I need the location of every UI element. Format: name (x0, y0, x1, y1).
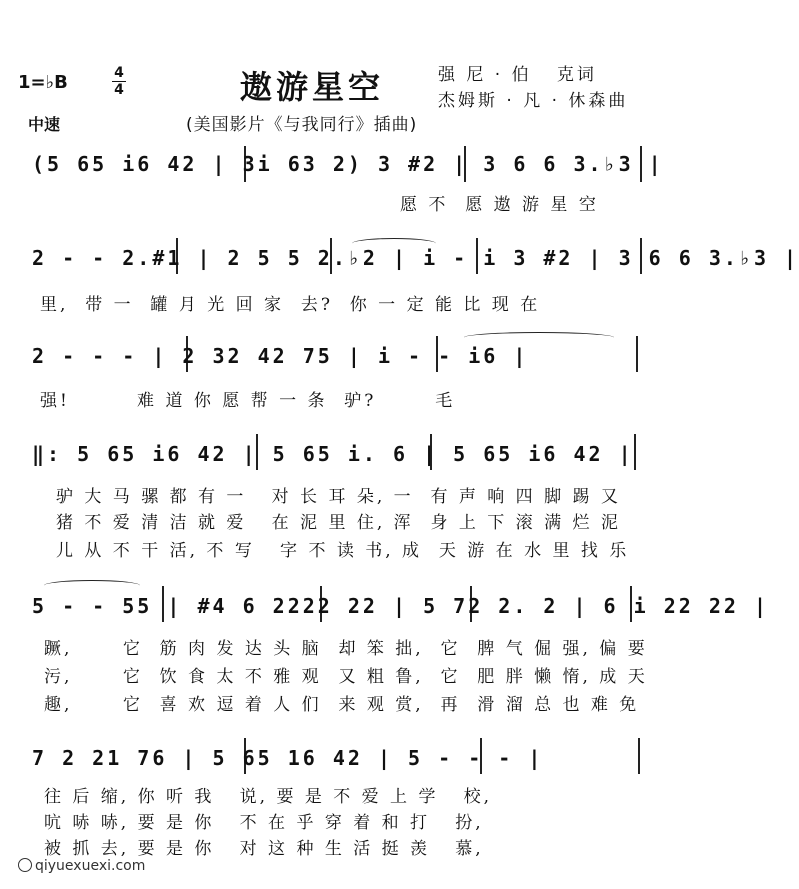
staff-5 (0, 580, 770, 628)
time-signature (112, 66, 126, 97)
time-signature-top: 4 (114, 65, 124, 81)
song-title: 遨游星空 (240, 68, 385, 106)
staff-4 (0, 428, 681, 476)
staff-notes: (5 65 i6 42 | 3i 63 2) 3 #2 | 3 6 6 3.♭3 | (32, 152, 664, 176)
lyricist-credit: 强 尼 · 伯 克词 (438, 65, 597, 85)
staff-notes: ‖: 5 65 i6 42 | 5 65 i. 6 | 5 65 i6 42 | (32, 442, 634, 466)
lyric-line: 污, 它 饮 食 太 不 雅 观 又 粗 鲁, 它 肥 胖 懒 惰, 成 天 (44, 667, 648, 687)
watermark-text: qiyuexuexi.com (35, 858, 146, 874)
tempo-marking: 中速 (28, 115, 61, 134)
lyric-line: 强! 难 道 你 愿 帮 一 条 驴? 毛 (40, 391, 456, 411)
staff-notes: 7 2 21 76 | 5 65 16 42 | 5 - - - | (32, 746, 544, 770)
tie-arc (44, 580, 140, 591)
lyric-line: 趣, 它 喜 欢 逗 着 人 们 来 观 赏, 再 滑 溜 总 也 难 免 (44, 695, 640, 715)
staff-notes: 2 - - - | 2 32 42 75 | i - - i6 | (32, 344, 529, 368)
lyric-line: 儿 从 不 干 活, 不 写 字 不 读 书, 成 天 游 在 水 里 找 乐 (56, 541, 630, 561)
lyric-line: 被 抓 去, 要 是 你 对 这 种 生 活 挺 羡 慕, (44, 839, 484, 859)
lyric-line: 驴 大 马 骡 都 有 一 对 长 耳 朵, 一 有 声 响 四 脚 踢 又 (56, 487, 621, 507)
composer-credit: 杰姆斯 · 凡 · 休森曲 (438, 91, 629, 111)
staff-notes: 2 - - 2.#1 | 2 5 5 2.♭2 | i - i 3 #2 | 3 6 6 3.♭3 | (32, 246, 799, 270)
lyric-line: 往 后 缩, 你 听 我 说, 要 是 不 爱 上 学 校, (44, 787, 493, 807)
staff-notes: 5 - - 55 | #4 6 2222 22 | 5 72 2. 2 | 6 i 22 22 | (32, 594, 770, 618)
lyric-line: 猪 不 爱 清 洁 就 爱 在 泥 里 住, 浑 身 上 下 滚 满 烂 泥 (56, 513, 621, 533)
lyric-line: 里, 带 一 罐 月 光 回 家 去? 你 一 定 能 比 现 在 (40, 295, 541, 315)
lyric-line: 吭 哧 哧, 要 是 你 不 在 乎 穿 着 和 打 扮, (44, 813, 484, 833)
staff-1 (0, 140, 681, 188)
song-subtitle: (美国影片《与我同行》插曲) (186, 115, 418, 135)
time-signature-bottom: 4 (114, 82, 124, 98)
site-logo-icon (18, 858, 32, 872)
lyric-line: 愿 不 愿 遨 游 星 空 (400, 195, 599, 215)
staff-3 (0, 330, 681, 378)
staff-2 (0, 232, 799, 280)
key-signature: 1=♭B (18, 72, 68, 93)
staff-6 (0, 732, 681, 780)
tie-arc (464, 332, 614, 343)
lyric-line: 蹶, 它 筋 肉 发 达 头 脑 却 笨 拙, 它 脾 气 倔 强, 偏 要 (44, 639, 648, 659)
watermark (18, 858, 145, 874)
